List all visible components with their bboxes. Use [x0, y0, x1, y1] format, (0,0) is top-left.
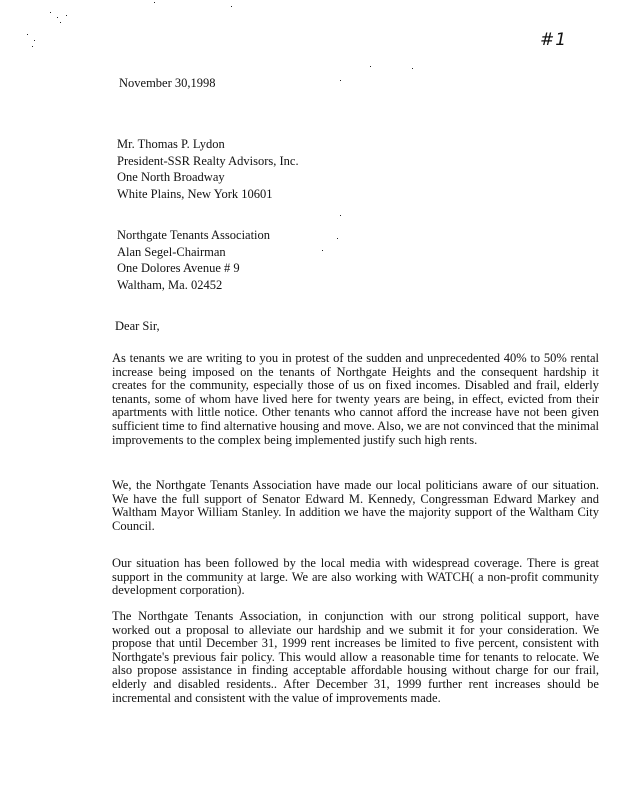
scan-speck — [337, 238, 338, 239]
scan-speck — [412, 68, 413, 69]
scan-speck — [32, 46, 33, 47]
sender-street: One Dolores Avenue # 9 — [117, 261, 240, 275]
scan-speck — [231, 6, 232, 7]
body-paragraph: We, the Northgate Tenants Association have made our local politicians aware of our situation. We have the full support of Senator Edward M. Kennedy, Congressman Edward Markey and Waltham Mayor William Stanley. In addition we have the majority support of the Waltham City Council. — [112, 478, 599, 533]
scan-speck — [27, 34, 28, 35]
recipient-street: One North Broadway — [117, 170, 225, 184]
sender-organization: Northgate Tenants Association — [117, 228, 271, 242]
salutation: Dear Sir, — [115, 319, 160, 333]
body-paragraph: Our situation has been followed by the local media with widespread coverage. There is great support in the community at large. We are also working with WATCH( a non-profit community development corporation). — [112, 556, 599, 598]
scan-speck — [322, 250, 323, 251]
scan-speck — [370, 66, 371, 67]
scan-speck — [60, 22, 61, 23]
sender-address — [117, 227, 270, 293]
scan-speck — [340, 215, 341, 216]
letter-date: November 30,1998 — [119, 76, 216, 90]
recipient-address — [117, 136, 299, 202]
recipient-name: Mr. Thomas P. Lydon — [117, 137, 225, 151]
scan-speck — [154, 2, 155, 3]
body-paragraph: As tenants we are writing to you in protest of the sudden and unprecedented 40% to 50% rental increase being imposed on the tenants of Northgate Heights and the consequent hardship it creates for the community, especially those of us on fixed incomes. Disabled and frail, elderly tenants, some of whom have lived here for twenty years are being, in effect, evicted from their apartments with little notice. Other tenants who cannot afford the increase have not been given sufficient time to find alternative housing and move. Also, we are not convinced that the minimal improvements to the complex being implemented justify such high rents. — [112, 351, 599, 447]
recipient-city: White Plains, New York 10601 — [117, 186, 273, 201]
body-paragraph: The Northgate Tenants Association, in conjunction with our strong political support, have worked out a proposal to alleviate our hardship and we submit it for your consideration. We propose that until December 31, 1999 rent increases be limited to five percent, consistent with Northgate's previous fair policy. This would allow a reasonable time for tenants to relocate. We also propose assistance in finding acceptable affordable housing without charge for our frail, elderly and disabled residents.. After December 31, 1999 further rent increases should be incremental and consistent with the value of improvements made. — [112, 609, 599, 705]
recipient-title: President-SSR Realty Advisors, Inc. — [117, 153, 299, 168]
scan-speck — [340, 80, 341, 81]
sender-name: Alan Segel-Chairman — [117, 244, 226, 259]
scan-speck — [34, 40, 35, 41]
scan-speck — [50, 12, 51, 13]
scan-speck — [57, 17, 58, 18]
scan-speck — [66, 15, 67, 16]
page-marker: #1 — [540, 30, 568, 50]
sender-city: Waltham, Ma. 02452 — [117, 277, 223, 292]
